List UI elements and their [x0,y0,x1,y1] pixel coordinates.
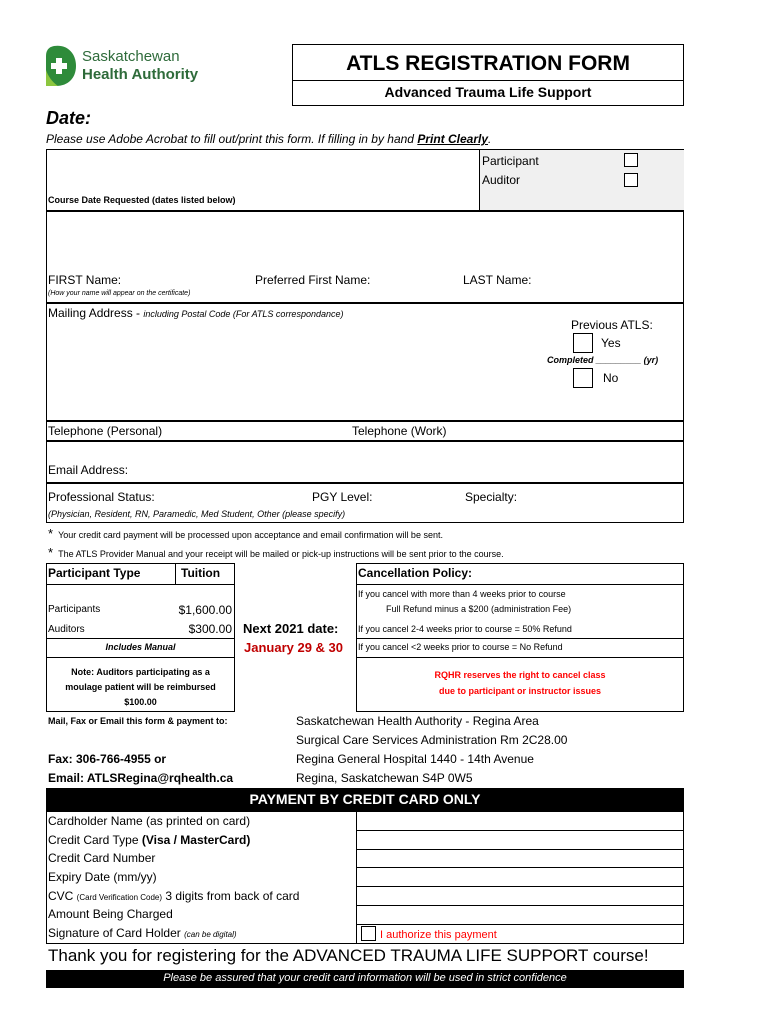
auditors-row-label: Auditors [48,624,85,635]
participant-checkbox[interactable] [624,153,638,167]
previous-no-label: No [603,371,619,385]
name-note: (How your name will appear on the certificate) [48,290,191,297]
previous-atls-label: Previous ATLS: [571,318,653,332]
logo-line1: Saskatchewan [82,48,180,65]
email-label: Email Address: [48,463,129,477]
cancellation-line1b: Full Refund minus a $200 (administration Fee) [386,604,572,614]
includes-manual: Includes Manual [105,642,176,652]
footer-text: Please be assured that your credit card information will be used in strict confidence [163,972,567,984]
form-title: ATLS REGISTRATION FORM [346,52,630,75]
cancellation-line2: If you cancel 2-4 weeks prior to course = 50% Refund [358,624,572,634]
address-line-3: Regina General Hospital 1440 - 14th Avenue [296,752,534,766]
card-number-label: Credit Card Number [48,851,156,865]
amount-label: Amount Being Charged [48,907,173,921]
cardholder-label: Cardholder Name (as printed on card) [48,814,251,828]
participants-row-amount: $1,600.00 [178,603,232,617]
cvc-field[interactable] [357,887,683,904]
preferred-name-label: Preferred First Name: [255,273,371,287]
note-2: * The ATLS Provider Manual and your receipt will be mailed or pick-up instructions will be sent prior to the course. [48,545,504,560]
form-subtitle: Advanced Trauma Life Support [384,84,592,100]
authorize-checkbox[interactable] [361,926,376,941]
rqhr-note-2: due to participant or instructor issues [438,686,602,696]
cvc-label: CVC (Card Verification Code) 3 digits from back of card [48,889,300,903]
email-field[interactable] [46,441,684,483]
telephone-personal-label: Telephone (Personal) [48,424,163,438]
card-type-label: Credit Card Type (Visa / MasterCard) [48,833,251,847]
expiry-field[interactable] [357,868,683,885]
previous-yes-label: Yes [601,336,621,350]
previous-yes-checkbox[interactable] [573,333,593,353]
previous-no-checkbox[interactable] [573,368,593,388]
completed-label: Completed _________ (yr) [547,355,659,365]
participant-label: Participant [482,154,539,168]
health-authority-logo-icon [44,44,78,88]
auditor-note-1: Note: Auditors participating as a [71,667,210,677]
payment-banner-text: PAYMENT BY CREDIT CARD ONLY [249,791,481,807]
mailing-label: Mailing Address - including Postal Code (For ATLS correspondance) [48,306,344,320]
expiry-label: Expiry Date (mm/yy) [48,870,157,884]
last-name-label: LAST Name: [463,273,532,287]
thank-you-message: Thank you for registering for the ADVANCED TRAUMA LIFE SUPPORT course! [48,946,649,965]
pgy-level-label: PGY Level: [312,490,373,504]
address-line-1: Saskatchewan Health Authority - Regina Area [296,714,539,728]
rqhr-note-1: RQHR reserves the right to cancel class [434,670,606,680]
card-type-field[interactable] [357,831,683,848]
course-date-label: Course Date Requested (dates listed below) [48,195,236,205]
note-1: * Your credit card payment will be processed upon acceptance and email confirmation will be sent. [48,526,443,541]
email-contact: Email: ATLSRegina@rqhealth.ca [48,771,234,785]
cancellation-title: Cancellation Policy: [358,566,473,580]
logo [44,44,224,90]
auditor-checkbox[interactable] [624,173,638,187]
cancellation-line1a: If you cancel with more than 4 weeks prior to course [358,589,566,599]
professional-status-label: Professional Status: [48,490,155,504]
amount-field[interactable] [357,906,683,923]
tuition-header: Tuition [181,566,221,580]
cancellation-line3: If you cancel <2 weeks prior to course = No Refund [358,642,563,652]
auditor-note-3: $100.00 [124,697,157,707]
authorize-label: I authorize this payment [380,929,497,941]
auditor-note-2: moulage patient will be reimbursed [65,682,216,692]
signature-label: Signature of Card Holder (can be digital) [48,926,237,940]
professional-note: (Physician, Resident, RN, Paramedic, Med Student, Other (please specify) [48,509,346,519]
specialty-label: Specialty: [465,490,518,504]
participant-type-header: Participant Type [48,566,141,580]
address-line-2: Surgical Care Services Administration Rm 2C28.00 [296,733,568,747]
address-line-4: Regina, Saskatchewan S4P 0W5 [296,771,473,785]
auditor-label: Auditor [482,173,521,187]
auditors-row-amount: $300.00 [188,622,232,636]
next-date-label: Next 2021 date: [243,621,339,636]
date-label: Date: [46,108,92,128]
first-name-label: FIRST Name: [48,273,122,287]
next-date-value: January 29 & 30 [244,640,344,655]
participants-row-label: Participants [48,604,101,615]
instructions: Please use Adobe Acrobat to fill out/print this form. If filling in by hand Print Clearly. [46,132,492,146]
logo-line2: Health Authority [82,66,199,83]
card-number-field[interactable] [357,850,683,866]
fax-label: Fax: 306-766-4955 or [48,752,167,766]
mail-label: Mail, Fax or Email this form & payment to: [48,716,228,726]
cardholder-field[interactable] [357,812,683,829]
telephone-work-label: Telephone (Work) [352,424,447,438]
